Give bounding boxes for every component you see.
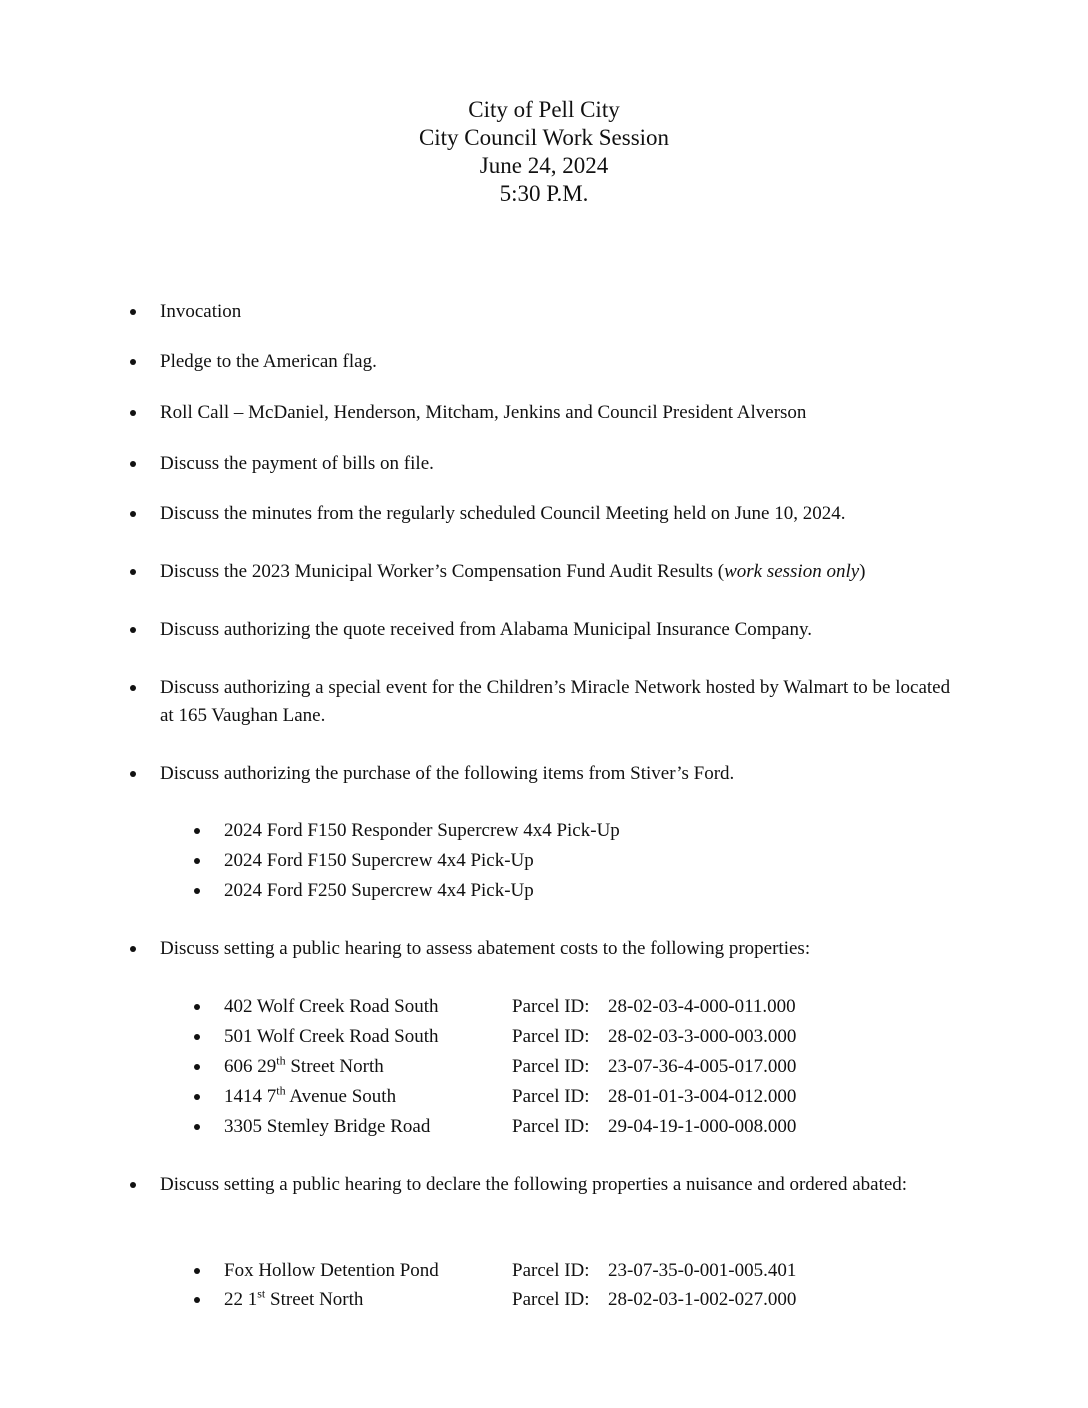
audit-close: ) <box>859 561 866 582</box>
agenda-item-roll-call: Roll Call – McDaniel, Henderson, Mitcham, Jenkins and Council President Alverson <box>160 399 960 427</box>
agenda-item-insurance: Discuss authorizing the quote received from Alabama Municipal Insurance Company. <box>160 616 960 644</box>
agenda-item-special-event: Discuss authorizing a special event for the Children’s Miracle Network hosted by Walmart to be located at 165 Vaughan Lane. <box>160 674 960 730</box>
agenda-item-pledge: Pledge to the American flag. <box>160 348 960 376</box>
document-header <box>0 96 1088 208</box>
property-row <box>224 1023 924 1051</box>
vehicle-item: 2024 Ford F150 Supercrew 4x4 Pick-Up <box>224 847 924 875</box>
meeting-time: 5:30 P.M. <box>499 181 589 206</box>
parcel-id: 28-02-03-3-000-003.000 <box>608 1026 797 1047</box>
vehicle-item: 2024 Ford F150 Responder Supercrew 4x4 Pick-Up <box>224 817 924 845</box>
parcel-label: Parcel ID: <box>512 1026 590 1047</box>
parcel-label: Parcel ID: <box>512 1086 590 1107</box>
property-row <box>224 1083 924 1111</box>
parcel-id: 28-02-03-4-000-011.000 <box>608 996 796 1017</box>
parcel-id: 29-04-19-1-000-008.000 <box>608 1116 797 1137</box>
parcel-id: 23-07-36-4-005-017.000 <box>608 1056 797 1077</box>
property-row <box>224 1286 924 1314</box>
audit-text: Discuss the 2023 Municipal Worker’s Compensation Fund Audit Results ( <box>160 561 725 582</box>
agenda-item-bills: Discuss the payment of bills on file. <box>160 450 960 478</box>
parcel-label: Parcel ID: <box>512 1289 590 1310</box>
parcel-label: Parcel ID: <box>512 1260 590 1281</box>
agenda-item-invocation: Invocation <box>160 298 960 326</box>
city-name: City of Pell City <box>468 97 620 122</box>
parcel-label: Parcel ID: <box>512 1116 590 1137</box>
property-address: 22 1st Street North <box>224 1286 364 1310</box>
agenda-item-audit <box>160 558 960 586</box>
property-row <box>224 993 924 1021</box>
parcel-id: 23-07-35-0-001-005.401 <box>608 1260 797 1281</box>
property-address: 501 Wolf Creek Road South <box>224 1026 439 1047</box>
property-address: Fox Hollow Detention Pond <box>224 1260 439 1281</box>
agenda-item-minutes: Discuss the minutes from the regularly scheduled Council Meeting held on June 10, 2024. <box>160 500 960 528</box>
parcel-id: 28-01-01-3-004-012.000 <box>608 1086 797 1107</box>
parcel-id: 28-02-03-1-002-027.000 <box>608 1289 797 1310</box>
parcel-label: Parcel ID: <box>512 996 590 1017</box>
audit-note: work session only <box>724 561 860 582</box>
property-row <box>224 1053 924 1081</box>
meeting-date: June 24, 2024 <box>479 153 609 178</box>
parcel-label: Parcel ID: <box>512 1056 590 1077</box>
property-row <box>224 1113 924 1141</box>
meeting-title: City Council Work Session <box>418 125 670 150</box>
property-row <box>224 1257 924 1285</box>
property-address: 3305 Stemley Bridge Road <box>224 1116 431 1137</box>
agenda-item-abatement-costs: Discuss setting a public hearing to assess abatement costs to the following properties: <box>160 935 960 963</box>
agenda-item-purchase: Discuss authorizing the purchase of the following items from Stiver’s Ford. <box>160 760 960 788</box>
agenda-item-nuisance: Discuss setting a public hearing to declare the following properties a nuisance and ordered abated: <box>160 1171 960 1199</box>
vehicle-item: 2024 Ford F250 Supercrew 4x4 Pick-Up <box>224 877 924 905</box>
property-address: 1414 7th Avenue South <box>224 1083 397 1107</box>
property-address: 606 29th Street North <box>224 1053 384 1077</box>
property-address: 402 Wolf Creek Road South <box>224 996 439 1017</box>
